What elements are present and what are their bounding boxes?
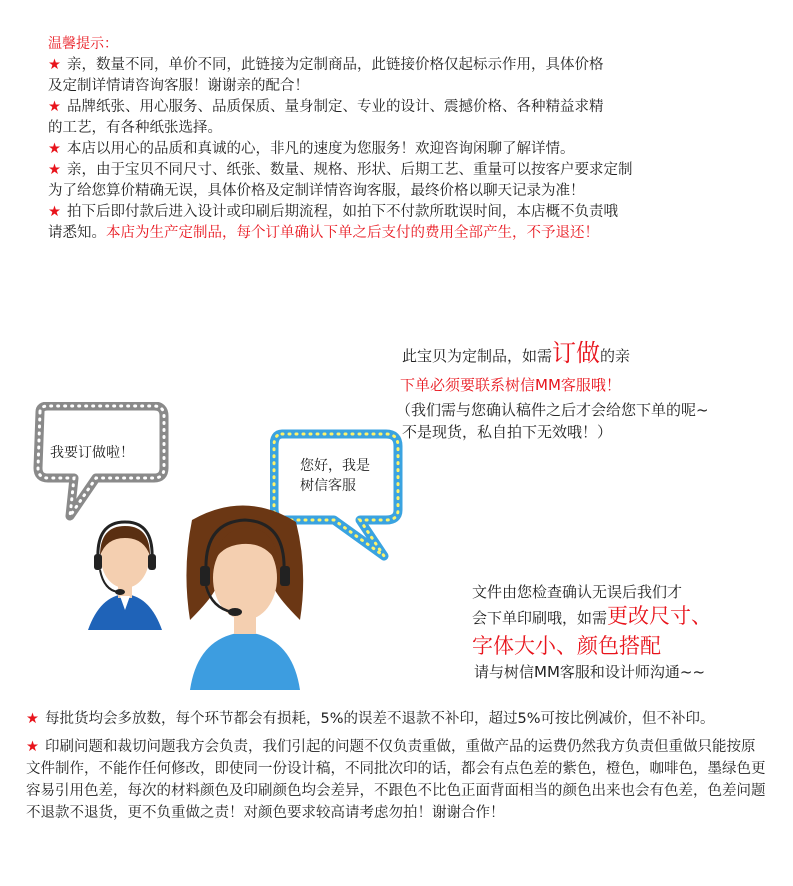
notice-item-1-cont: 及定制详情请咨询客服！谢谢亲的配合！ (48, 78, 309, 94)
star-icon: ★ (26, 739, 39, 755)
star-icon: ★ (48, 99, 61, 115)
star-icon: ★ (48, 204, 61, 220)
bottom-note-text: 印刷问题和裁切问题我方会负责，我们引起的问题不仅负责重做，重做产品的运费仍然我方负责但重做只能按原文件制作，不能作任何修改，即使同一份设计稿，不同批次印的话，都会有点色差的紫色，橙色，咖啡色，墨绿色更容易引用色差，每次的材料颜色及印刷颜色均会差异，不跟色不比色正面背面相当的颜色出来也会有色差，色差问题不退款不退货，更不负重做之责！对颜色要求较高请考虑勿拍！谢谢合作！ (26, 739, 766, 821)
intro-line-2: 下单必须要联系树信MM客服哦！ (400, 376, 621, 394)
proof-line-4: 请与树信MM客服和设计师沟通~~ (474, 663, 706, 681)
star-icon: ★ (48, 162, 61, 178)
notice-section (48, 34, 768, 244)
notice-item-text: 亲，由于宝贝不同尺寸、纸张、数量、规格、形状、后期工艺、重量可以按客户要求定制 (67, 162, 633, 178)
notice-item-2-cont: 的工艺，有各种纸张选择。 (48, 120, 222, 136)
notice-item-4-cont: 为了给您算价精确无误，具体价格及定制详情咨询客服，最终价格以聊天记录为准！ (48, 183, 585, 199)
proof-line-3: 字体大小、颜色搭配 (472, 634, 661, 658)
proof-text: 会下单印刷哦，如需 (472, 609, 608, 627)
female-agent-figure (186, 505, 303, 690)
notice-item-text: 品牌纸张、用心服务、品质保质、量身制定、专业的设计、震撼价格、各种精益求精 (67, 99, 604, 115)
notice-item-2 (48, 97, 768, 118)
service-bubble-line: 树信客服 (300, 478, 356, 494)
notice-item-1 (48, 55, 768, 76)
intro-text: 此宝贝为定制品，如需 (402, 347, 553, 365)
star-icon: ★ (26, 711, 39, 727)
male-agent-figure (88, 522, 162, 630)
bottom-notes (26, 708, 766, 830)
notice-title: 温馨提示： (48, 36, 118, 52)
star-icon: ★ (48, 141, 61, 157)
notice-item-text: 请悉知。 (48, 225, 106, 241)
proof-highlight: 更改尺寸、 (607, 604, 713, 628)
bottom-note-1 (26, 708, 766, 730)
notice-item-text: 本店以用心的品质和真诚的心，非凡的速度为您服务！欢迎咨询闲聊了解详情。 (67, 141, 575, 157)
proof-confirmation-section (472, 581, 772, 683)
notice-item-3 (48, 139, 768, 160)
proof-line-2 (472, 603, 772, 631)
intro-highlight: 订做 (552, 339, 601, 367)
intro-text: 的亲 (600, 347, 631, 365)
proof-line-1: 文件由您检查确认无误后我们才 (472, 583, 683, 601)
intro-line-3: （我们需与您确认稿件之后才会给您下单的呢~ (396, 401, 709, 419)
intro-line-4: 不是现货，私自拍下无效哦！） (402, 423, 613, 441)
notice-item-text: 拍下后即付款后进入设计或印刷后期流程，如拍下不付款所耽误时间，本店概不负责哦 (67, 204, 618, 220)
star-icon: ★ (48, 57, 61, 73)
customer-service-illustration (70, 500, 320, 690)
bottom-note-2 (26, 736, 766, 824)
custom-order-intro (396, 338, 782, 443)
notice-item-text: 亲，数量不同，单价不同，此链接为定制商品，此链接价格仅起标示作用，具体价格 (67, 57, 604, 73)
service-bubble-line: 您好，我是 (300, 458, 370, 474)
intro-line-1 (402, 338, 782, 371)
no-refund-warning: 本店为生产定制品，每个订单确认下单之后支付的费用全部产生，不予退还！ (106, 225, 599, 241)
bottom-note-text: 每批货均会多放数，每个环节都会有损耗，5%的误差不退款不补印，超过5%可按比例减价，但不补印。 (45, 711, 715, 727)
service-bubble-text (300, 456, 370, 496)
customer-bubble-text: 我要订做啦！ (50, 445, 134, 461)
notice-item-5 (48, 202, 768, 223)
notice-item-4 (48, 160, 768, 181)
notice-item-5-cont (48, 223, 768, 244)
